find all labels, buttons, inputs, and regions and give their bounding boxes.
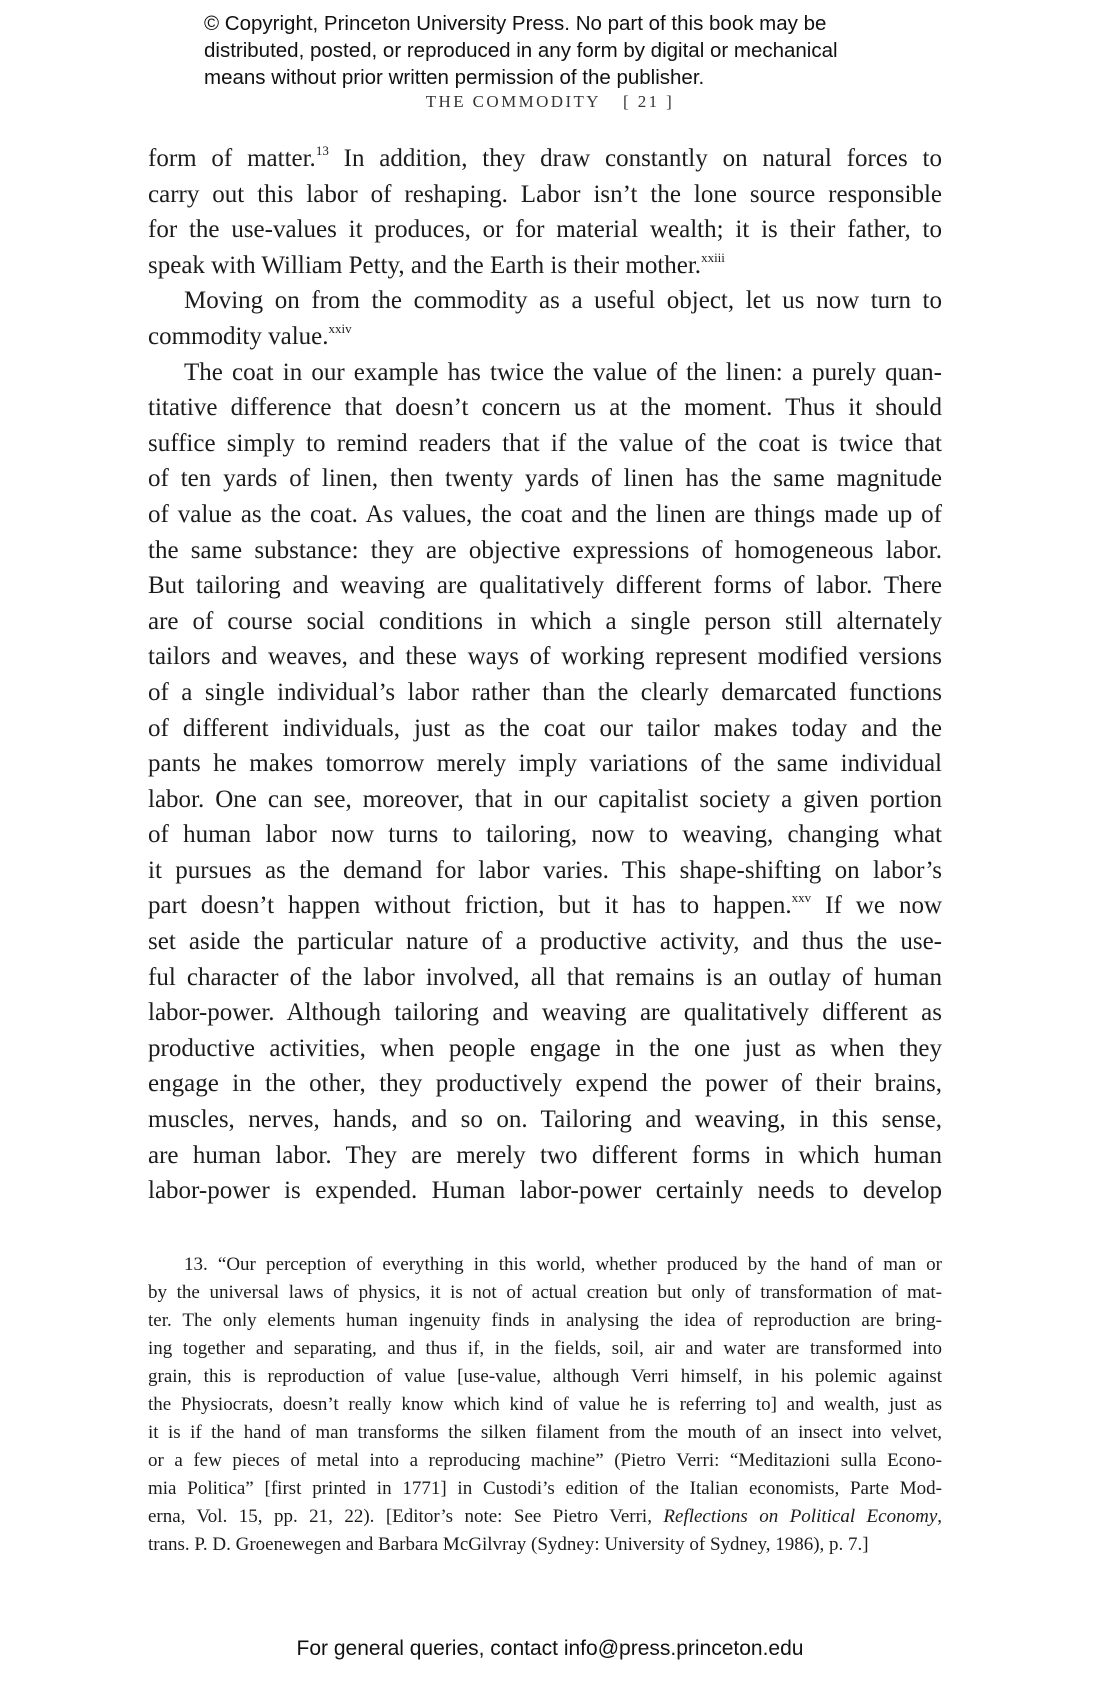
footnote-line: trans. P. D. Groenewegen and Barbara McGilvray (Sydney: University of Sydney, 1986), p. 7.]	[148, 1534, 869, 1555]
copyright-line: © Copyright, Princeton University Press. No part of this book may be	[204, 12, 827, 35]
endnote-reference[interactable]: xxiii	[701, 249, 725, 265]
text-line: pants he makes tomorrow merely imply variations of the same individual	[148, 750, 942, 778]
text-span: speak with William Petty, and the Earth is their mother.	[148, 251, 702, 279]
footnote-line: ter. The only elements human ingenuity finds in analysing the idea of reproduction are bring-	[148, 1310, 942, 1331]
text-span: form of matter.	[148, 145, 316, 172]
text-line	[148, 141, 942, 177]
text-span: ,	[937, 1506, 942, 1527]
text-line: are human labor. They are merely two different forms in which human	[148, 1141, 942, 1169]
text-line: of value as the coat. As values, the coat and the linen are things made up of	[148, 500, 942, 528]
body-text	[148, 141, 942, 1209]
footnote-line	[148, 1503, 942, 1531]
footnote-line: mia Politica” [first printed in 1771] in Custodi’s edition of the Italian economists, Parte Mod-	[148, 1478, 942, 1499]
footnote-line: by the universal laws of physics, it is not of actual creation but only of transformation of mat-	[148, 1282, 942, 1303]
text-line: muscles, nerves, hands, and so on. Tailoring and weaving, in this sense,	[148, 1106, 942, 1134]
footnote-line: or a few pieces of metal into a reproducing machine” (Pietro Verri: “Meditazioni sulla Econo-	[148, 1450, 942, 1471]
footnote-reference[interactable]: 13	[315, 143, 329, 158]
text-line: it pursues as the demand for labor varies. This shape-shifting on labor’s	[148, 856, 942, 884]
text-span: In addition, they draw constantly on natural forces to	[328, 145, 942, 172]
copyright-notice	[204, 10, 924, 91]
text-line: ful character of the labor involved, all that remains is an outlay of human	[148, 963, 942, 991]
text-line: the same substance: they are objective expressions of homogeneous labor.	[148, 536, 942, 564]
text-line: of different individuals, just as the coat our tailor makes today and the	[148, 714, 942, 742]
footnote-line: it is if the hand of man transforms the silken filament from the mouth of an insect into velvet,	[148, 1422, 942, 1443]
text-line: The coat in our example has twice the value of the linen: a purely quan-	[184, 358, 942, 386]
text-line: set aside the particular nature of a productive activity, and thus the use-	[148, 928, 942, 956]
text-span: If we now	[811, 892, 943, 920]
text-line: carry out this labor of reshaping. Labor isn’t the lone source responsible	[148, 180, 942, 208]
book-title: Reflections on Political Economy	[663, 1506, 938, 1527]
text-line: for the use-values it produces, or for material wealth; it is their father, to	[148, 216, 942, 244]
text-line: productive activities, when people engage in the one just as when they	[148, 1034, 942, 1062]
text-line: tailors and weaves, and these ways of working represent modified versions	[148, 643, 942, 671]
footnote-line: ing together and separating, and thus if, in the fields, soil, air and water are transformed into	[148, 1338, 942, 1359]
text-line: are of course social conditions in which a single person still alternately	[148, 607, 942, 635]
text-span: part doesn’t happen without friction, but it has to happen.	[148, 892, 792, 920]
text-line: Moving on from the commodity as a useful object, let us now turn to	[184, 287, 942, 315]
text-line: titative difference that doesn’t concern us at the moment. Thus it should	[148, 394, 942, 422]
page-number: [ 21 ]	[622, 92, 675, 111]
text-line: suffice simply to remind readers that if the value of the coat is twice that	[148, 429, 942, 457]
footnote-line: 13. “Our perception of everything in this world, whether produced by the hand of man or	[184, 1254, 942, 1275]
copyright-line: distributed, posted, or reproduced in any form by digital or mechanical	[204, 39, 838, 62]
text-line: engage in the other, they productively expend the power of their brains,	[148, 1070, 942, 1098]
text-span: erna, Vol. 15, pp. 21, 22). [Editor’s note: See Pietro Verri,	[148, 1506, 664, 1527]
text-line: of ten yards of linen, then twenty yards of linen has the same magnitude	[148, 465, 942, 493]
footnote-line: the Physiocrats, doesn’t really know which kind of value he is referring to] and wealth, just as	[148, 1394, 942, 1415]
footnote-line: grain, this is reproduction of value [use-value, although Verri himself, in his polemic against	[148, 1366, 942, 1387]
text-line: But tailoring and weaving are qualitatively different forms of labor. There	[148, 572, 942, 600]
text-line: of human labor now turns to tailoring, now to weaving, changing what	[148, 821, 942, 849]
text-line: of a single individual’s labor rather than the clearly demarcated functions	[148, 678, 942, 706]
text-line: labor-power. Although tailoring and weaving are qualitatively different as	[148, 999, 942, 1027]
copyright-line: means without prior written permission of the publisher.	[204, 66, 705, 89]
endnote-reference[interactable]: xxiv	[328, 320, 352, 336]
text-line	[148, 888, 942, 924]
footnote-13	[148, 1251, 942, 1559]
text-line: labor. One can see, moreover, that in our capitalist society a given portion	[148, 785, 942, 813]
text-line	[148, 248, 942, 284]
endnote-reference[interactable]: xxv	[791, 890, 812, 906]
footer-contact: For general queries, contact info@press.princeton.edu	[296, 1637, 804, 1660]
text-span: commodity value.	[148, 322, 329, 350]
text-line	[148, 319, 942, 355]
text-line: labor-power is expended. Human labor-power certainly needs to develop	[148, 1177, 942, 1205]
running-head-title: THE COMMODITY	[425, 92, 601, 111]
running-head	[0, 92, 1100, 112]
